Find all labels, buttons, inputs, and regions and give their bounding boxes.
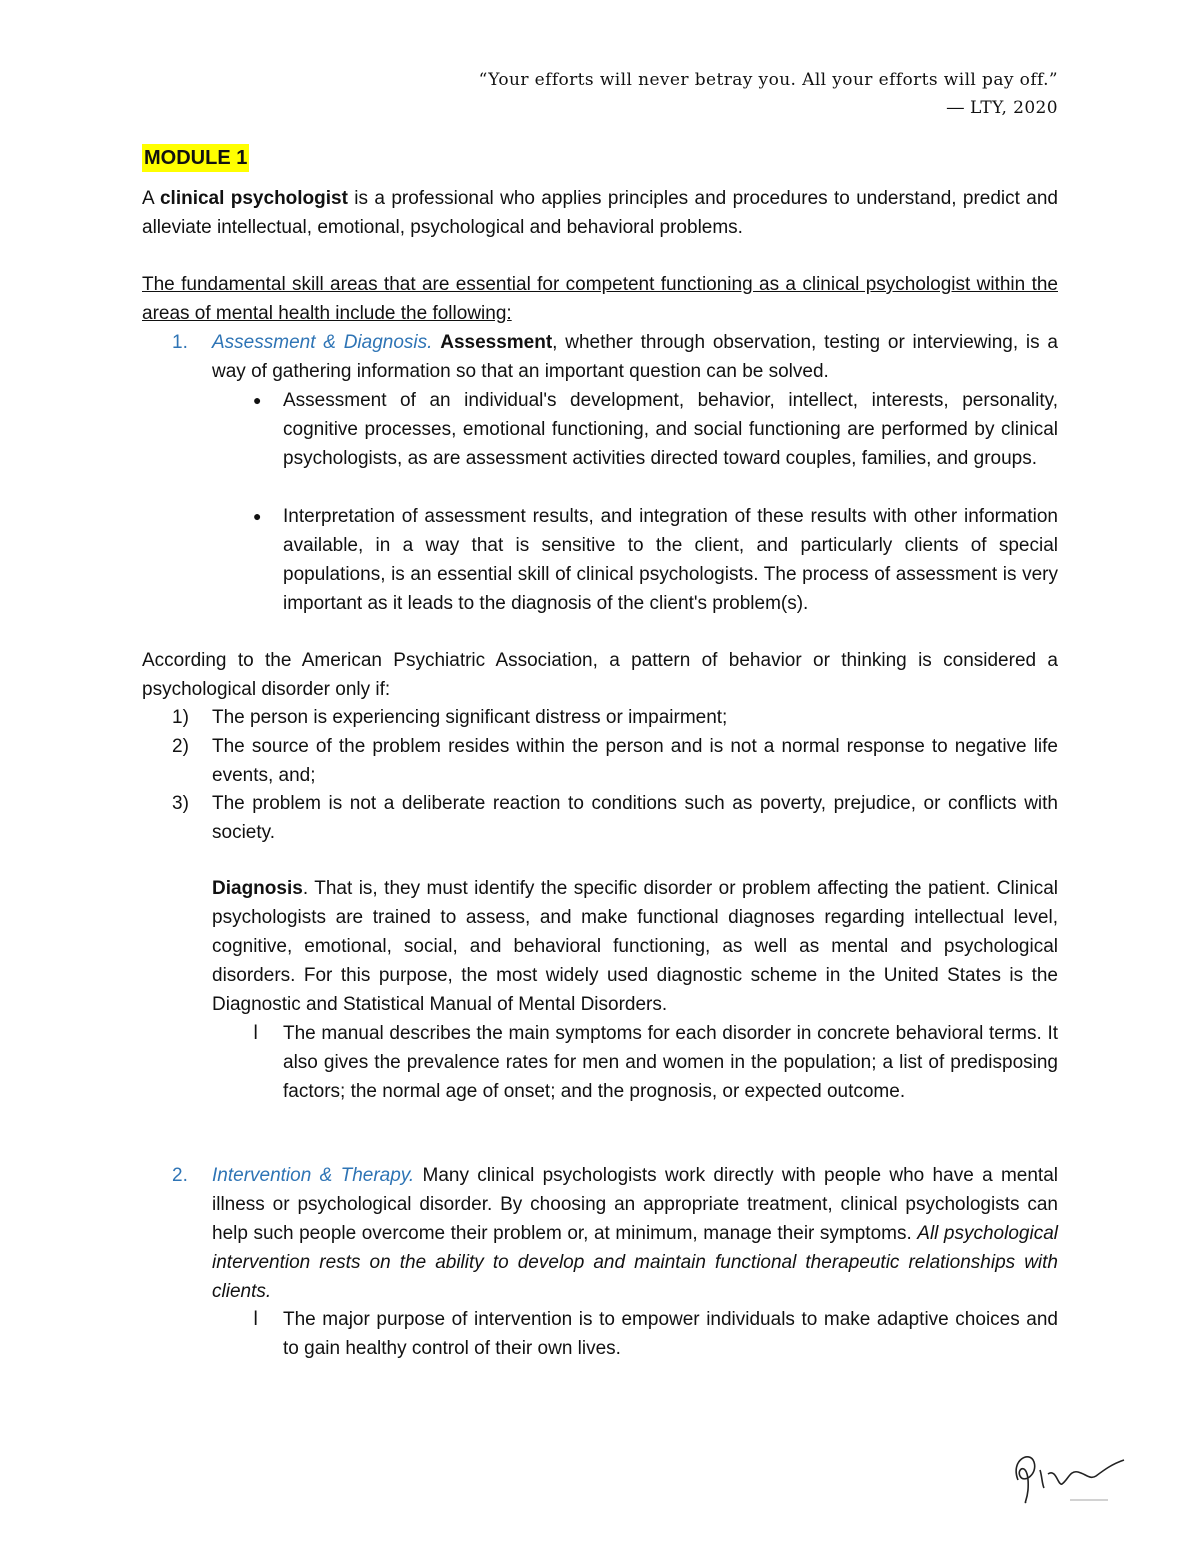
item-bold-term: Assessment — [440, 332, 553, 353]
intro-term: clinical psychologist — [159, 188, 348, 209]
bullet-icon: ● — [253, 392, 262, 408]
apa-paragraph: According to the American Psychiatric Association, a pattern of behavior or thinking is considered a psychological disorder only if: — [142, 650, 1058, 700]
intro-lead: A — [142, 188, 160, 209]
sub-bullet-text: The manual describes the main symptoms for each disorder in concrete behavioral terms. It also gives the prevalence rates for men and women in the population; a list of predisposing factors; the normal age of onset; and the prognosis, or expected outcome. — [283, 1023, 1058, 1102]
skills-heading: The fundamental skill areas that are essential for competent functioning as a clinical psychologist within the areas of mental health include the following: — [142, 274, 1058, 324]
item-text — [212, 1161, 1058, 1306]
module-title: MODULE 1 — [142, 144, 249, 172]
item-number: 1. — [172, 332, 188, 353]
list-item — [172, 789, 1058, 847]
list-item — [253, 386, 1058, 473]
item-text — [212, 328, 1058, 386]
list-item — [172, 703, 1058, 732]
item-text: The person is experiencing significant distress or impairment; — [212, 707, 728, 728]
list-item — [172, 732, 1058, 790]
sub-bullet-icon: ⅼ — [253, 1309, 259, 1330]
intro-paragraph — [142, 184, 1058, 242]
item-marker: 3) — [172, 793, 189, 814]
item-title: Assessment & Diagnosis. — [212, 332, 433, 353]
skill-item-intervention — [172, 1161, 1058, 1306]
item-marker: 1) — [172, 707, 189, 728]
bullet-icon: ● — [253, 508, 262, 524]
intro-rest: is a professional who applies principles and procedures to understand, predict and alleviate intellectual, emotional, psychological and behavioral problems. — [142, 188, 1058, 238]
item-title: Intervention & Therapy. — [212, 1165, 415, 1186]
quote-text: “Your efforts will never betray you. All your efforts will pay off.” — [478, 70, 1058, 90]
bullet-text: Assessment of an individual's development, behavior, intellect, interests, personality, cognitive processes, emotional functioning, and social functioning are performed by clinical psychologists, as are assessment activities directed toward couples, families, and groups. — [283, 390, 1058, 469]
sub-bullet-text: The major purpose of intervention is to empower individuals to make adaptive choices and to gain healthy control of their own lives. — [283, 1309, 1058, 1359]
list-item — [253, 1019, 1058, 1106]
bullet-text: Interpretation of assessment results, and integration of these results with other information available, in a way that is sensitive to the client, and particularly clients of special populations, is an essential skill of clinical psychologists. The process of assessment is very important as it leads to the diagnosis of the client's problem(s). — [283, 506, 1058, 614]
quote-attribution: ― LTY, 2020 — [946, 98, 1058, 118]
diagnosis-term: Diagnosis — [212, 878, 303, 899]
item-number: 2. — [172, 1165, 188, 1186]
item-text: The source of the problem resides within the person and is not a normal response to negative life events, and; — [212, 736, 1058, 786]
list-item — [253, 502, 1058, 618]
skill-item-assessment — [172, 328, 1059, 386]
signature-mark — [1000, 1440, 1130, 1510]
item-body: , whether through observation, testing or interviewing, is a way of gathering information so that an important question can be solved. — [212, 332, 1059, 382]
diagnosis-paragraph — [212, 874, 1058, 1019]
epigraph-quote — [479, 66, 1058, 122]
diagnosis-body: . That is, they must identify the specific disorder or problem affecting the patient. Clinical psychologists are trained to assess, and make functional diagnoses regarding intellectual level, cognitive, emotional, social, and behavioral functioning, as well as mental and psychological disorders. For this purpose, the most widely used diagnostic scheme in the United States is the Diagnostic and Statistical Manual of Mental Disorders. — [212, 878, 1058, 1015]
item-text: The problem is not a deliberate reaction to conditions such as poverty, prejudice, or conflicts with society. — [212, 793, 1058, 843]
item-italic-text: All psychological intervention rests on the ability to develop and maintain functional therapeutic relationships with clients. — [212, 1223, 1058, 1302]
list-item — [253, 1305, 1058, 1363]
item-body: Many clinical psychologists work directly with people who have a mental illness or psychological disorder. By choosing an appropriate treatment, clinical psychologists can help such people overcome their problem or, at minimum, manage their symptoms. — [212, 1165, 1058, 1244]
item-marker: 2) — [172, 736, 189, 757]
sub-bullet-icon: ⅼ — [253, 1023, 259, 1044]
